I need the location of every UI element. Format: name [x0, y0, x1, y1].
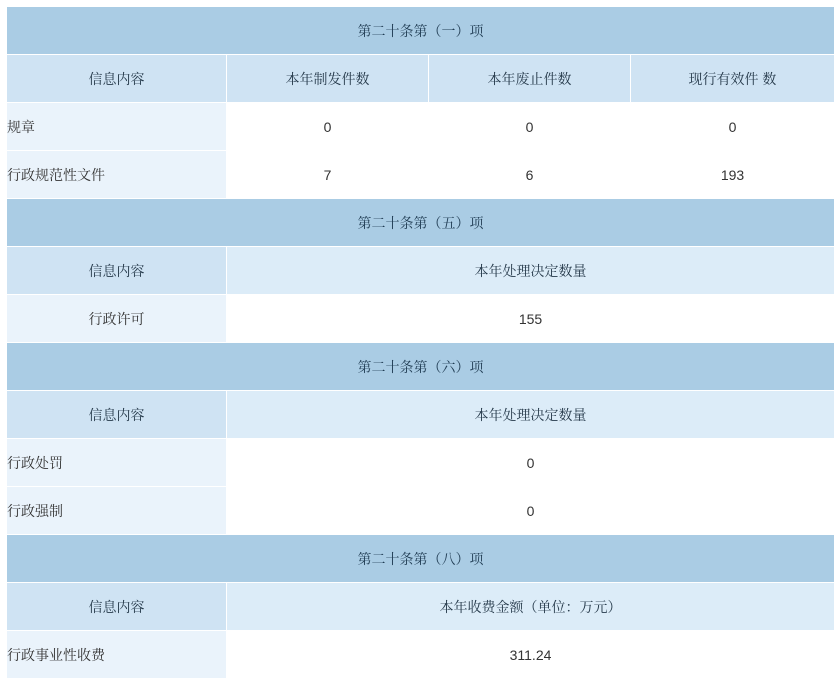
row-value: 311.24	[227, 631, 835, 679]
column-header-issued-count: 本年制发件数	[227, 55, 429, 103]
table-row	[7, 487, 835, 535]
column-header-row	[7, 55, 835, 103]
column-header-row	[7, 247, 835, 295]
table-row	[7, 151, 835, 199]
row-label: 行政处罚	[7, 439, 227, 487]
row-value: 193	[631, 151, 835, 199]
government-disclosure-report-table	[6, 6, 835, 679]
row-label: 行政规范性文件	[7, 151, 227, 199]
section-title: 第二十条第（八）项	[7, 535, 835, 583]
section-title: 第二十条第（五）项	[7, 199, 835, 247]
column-header-info-content: 信息内容	[7, 247, 227, 295]
row-value: 7	[227, 151, 429, 199]
section-title: 第二十条第（一）项	[7, 7, 835, 55]
section-title-row	[7, 535, 835, 583]
section-title-row	[7, 199, 835, 247]
row-value: 0	[429, 103, 631, 151]
column-header-info-content: 信息内容	[7, 55, 227, 103]
row-value: 0	[227, 487, 835, 535]
report-body	[7, 7, 835, 679]
column-header-row	[7, 583, 835, 631]
table-row	[7, 631, 835, 679]
column-header-info-content: 信息内容	[7, 391, 227, 439]
table-row	[7, 103, 835, 151]
column-header-decision-count: 本年处理决定数量	[227, 391, 835, 439]
row-label: 行政强制	[7, 487, 227, 535]
section-title-row	[7, 343, 835, 391]
table-row	[7, 439, 835, 487]
row-label: 规章	[7, 103, 227, 151]
column-header-fee-amount: 本年收费金额（单位：万元）	[227, 583, 835, 631]
column-header-decision-count: 本年处理决定数量	[227, 247, 835, 295]
column-header-abolished-count: 本年废止件数	[429, 55, 631, 103]
row-value: 0	[227, 103, 429, 151]
row-value: 155	[227, 295, 835, 343]
column-header-effective-count: 现行有效件 数	[631, 55, 835, 103]
section-title: 第二十条第（六）项	[7, 343, 835, 391]
row-value: 0	[631, 103, 835, 151]
row-value: 6	[429, 151, 631, 199]
row-label: 行政许可	[7, 295, 227, 343]
table-row	[7, 295, 835, 343]
row-value: 0	[227, 439, 835, 487]
column-header-row	[7, 391, 835, 439]
row-label: 行政事业性收费	[7, 631, 227, 679]
section-title-row	[7, 7, 835, 55]
column-header-info-content: 信息内容	[7, 583, 227, 631]
